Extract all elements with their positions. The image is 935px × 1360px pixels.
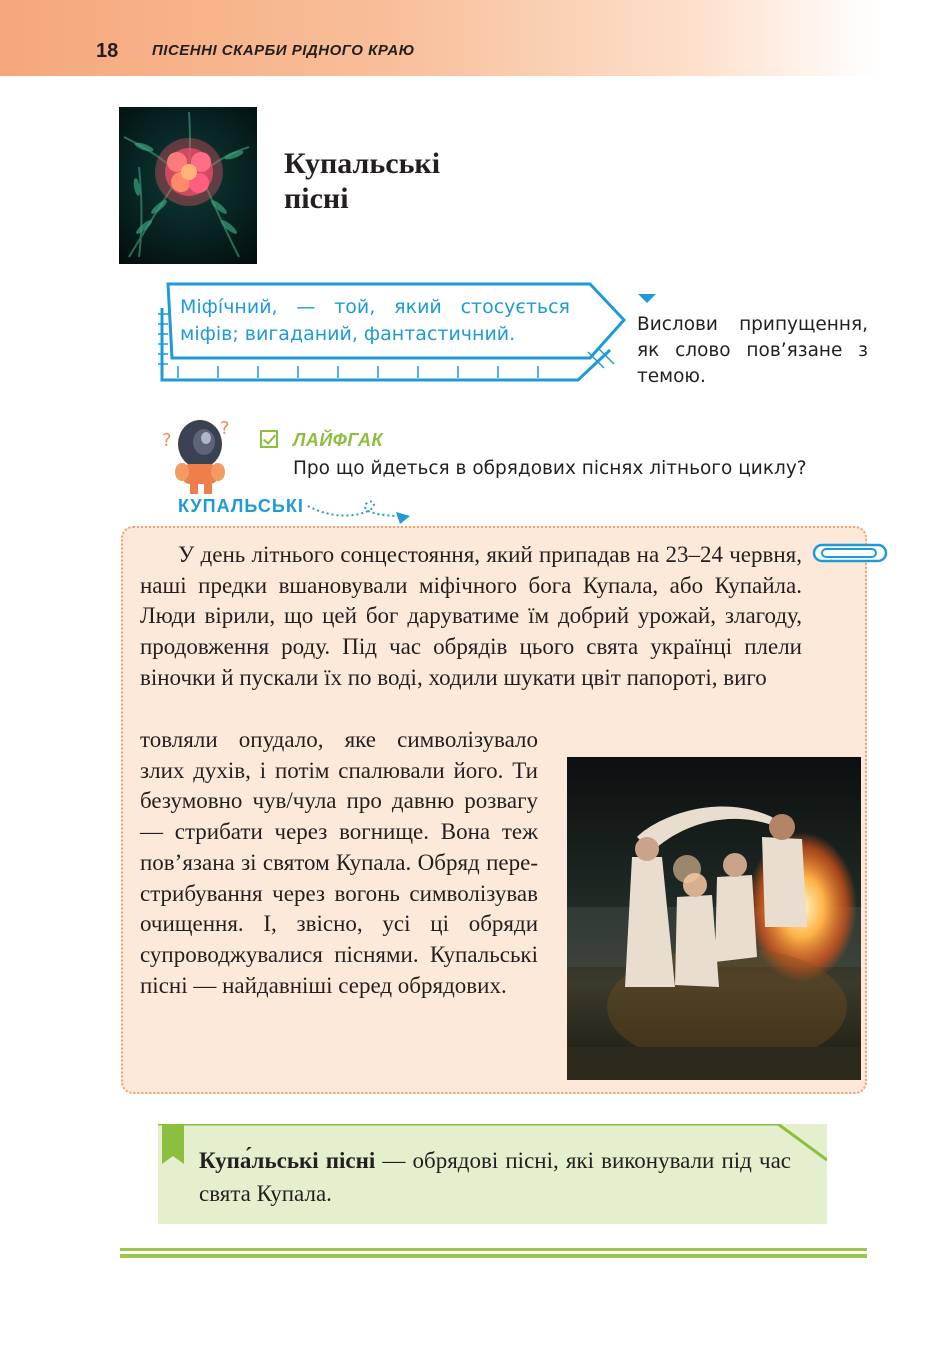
page-number: 18 bbox=[96, 40, 119, 62]
section-title-line2: пісні bbox=[284, 182, 349, 215]
section-title-line1: Купальські bbox=[284, 147, 441, 180]
definition-text bbox=[199, 1144, 791, 1210]
running-title: ПІСЕННІ СКАРБИ РІДНОГО КРАЮ bbox=[152, 42, 415, 59]
lifehack-label: ЛАЙФГАК bbox=[293, 430, 384, 450]
section-title bbox=[284, 146, 440, 216]
checkbox-icon bbox=[260, 430, 278, 448]
bottom-rule-top bbox=[120, 1248, 867, 1251]
paperclip-icon bbox=[812, 541, 890, 565]
kupala-bonfire-photo bbox=[567, 757, 861, 1080]
header-band bbox=[0, 0, 880, 76]
svg-text:?: ? bbox=[162, 430, 172, 451]
triangle-marker-icon bbox=[638, 294, 656, 303]
robot-mascot-icon bbox=[160, 412, 240, 502]
fern-flower-image bbox=[119, 107, 257, 264]
definition-body: — обрядові пісні, які виконували під час свята Купала. bbox=[199, 1148, 791, 1206]
svg-text:?: ? bbox=[220, 418, 230, 439]
bottom-rule-bottom bbox=[120, 1254, 867, 1258]
side-task-text: Вислови припущення, як слово пов’язане з темою. bbox=[637, 314, 868, 387]
main-paragraph-top: У день літнього сонцестояння, який припадав на 23–24 червня, наші предки вшановували міфічного бога Купала, або Купайла. Люди вірили, що цей бог даруватиме їм добрий урожай, злагоду, продовження роду. Під час обрядів цього свята українці плели віночки й пускали їх по воді, ходили шукати цвіт папороті, виго bbox=[140, 542, 802, 690]
definition-term: Купа́льські пісні bbox=[199, 1148, 376, 1173]
keyword-label: КУПАЛЬСЬКІ bbox=[178, 496, 304, 516]
glossary-text: Міфі́чний, — той, який стосується міфів; вигаданий, фантастичний. bbox=[180, 296, 570, 345]
glossary-banner bbox=[158, 280, 628, 386]
lifehack-question: Про що йдеться в обрядових піснях літнього циклу? bbox=[293, 458, 807, 479]
main-paragraph-bottom: товляли опудало, яке символізувало злих духів, і потім спалювали його. Ти безумовно чув/чула про давню розвагу — стрибати через вогнище. Вона теж пов’язана зі святом Купала. Обряд перестрибування через вогонь символізував очищення. І, звісно, усі ці обряди супроводжувалися піснями. Купальські пісні — найдавніші серед обрядових. bbox=[140, 727, 538, 998]
dotted-arrow-icon bbox=[300, 494, 420, 526]
